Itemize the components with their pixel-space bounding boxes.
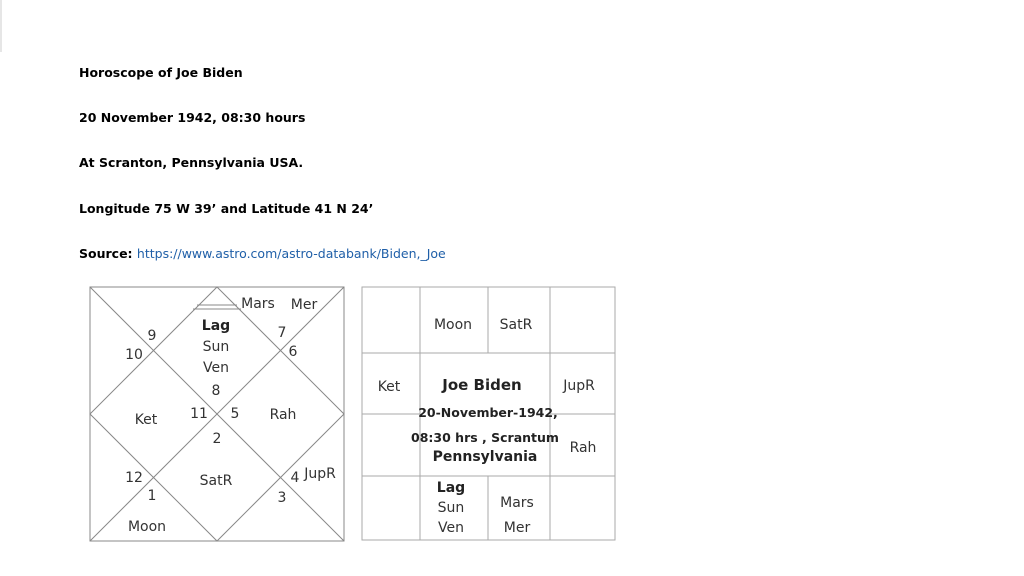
planet-jupr: JupR [304, 466, 336, 482]
cell-ven: Ven [438, 520, 464, 536]
center-date: 20-November-1942, [418, 405, 558, 420]
sign-h5: 12 [125, 470, 143, 486]
birth-datetime: 20 November 1942, 08:30 hours [79, 110, 306, 125]
sign-h12: 7 [277, 325, 287, 341]
page-edge-mark [0, 0, 2, 52]
center-time: 08:30 hrs , Scrantum [411, 430, 559, 445]
cell-rah: Rah [569, 440, 597, 456]
coordinates: Longitude 75 W 39’ and Latitude 41 N 24’ [79, 201, 374, 216]
source-line [79, 246, 446, 261]
sign-h2: 9 [147, 328, 157, 344]
sign-h3: 10 [125, 347, 143, 363]
cell-ket: Ket [377, 379, 401, 395]
sign-h10: 5 [230, 406, 240, 422]
cell-moon: Moon [433, 317, 473, 333]
cell-lag: Lag [436, 480, 466, 496]
sign-h4: 11 [190, 406, 208, 422]
cell-mer: Mer [503, 520, 531, 536]
planet-moon: Moon [127, 519, 167, 535]
birth-place: At Scranton, Pennsylvania USA. [79, 155, 304, 170]
source-link[interactable]: https://www.astro.com/astro-databank/Biden,_Joe [136, 246, 446, 261]
center-name: Joe Biden [442, 376, 522, 394]
cell-sun: Sun [437, 500, 465, 516]
cell-satr: SatR [499, 317, 533, 333]
south-indian-chart [360, 285, 618, 543]
sign-h6: 1 [147, 488, 157, 504]
center-place: Pennsylvania [432, 449, 538, 465]
sign-h8: 3 [277, 490, 287, 506]
planet-mars: Mars [241, 296, 275, 312]
doc-title: Horoscope of Joe Biden [79, 65, 243, 80]
planet-rah: Rah [269, 407, 297, 423]
planet-satr: SatR [199, 473, 233, 489]
sign-h11: 6 [288, 344, 298, 360]
planet-ven: Ven [203, 360, 229, 376]
sign-h7: 2 [212, 431, 222, 447]
planet-lag: Lag [201, 318, 231, 334]
sign-h9: 4 [290, 470, 300, 486]
planet-sun: Sun [202, 339, 230, 355]
source-label: Source: [79, 246, 137, 261]
planet-mer: Mer [290, 297, 318, 313]
north-indian-chart [88, 285, 346, 543]
cell-jupr: JupR [563, 378, 595, 394]
planet-ket: Ket [134, 412, 158, 428]
cell-mars: Mars [500, 495, 534, 511]
sign-h1: 8 [211, 383, 221, 399]
